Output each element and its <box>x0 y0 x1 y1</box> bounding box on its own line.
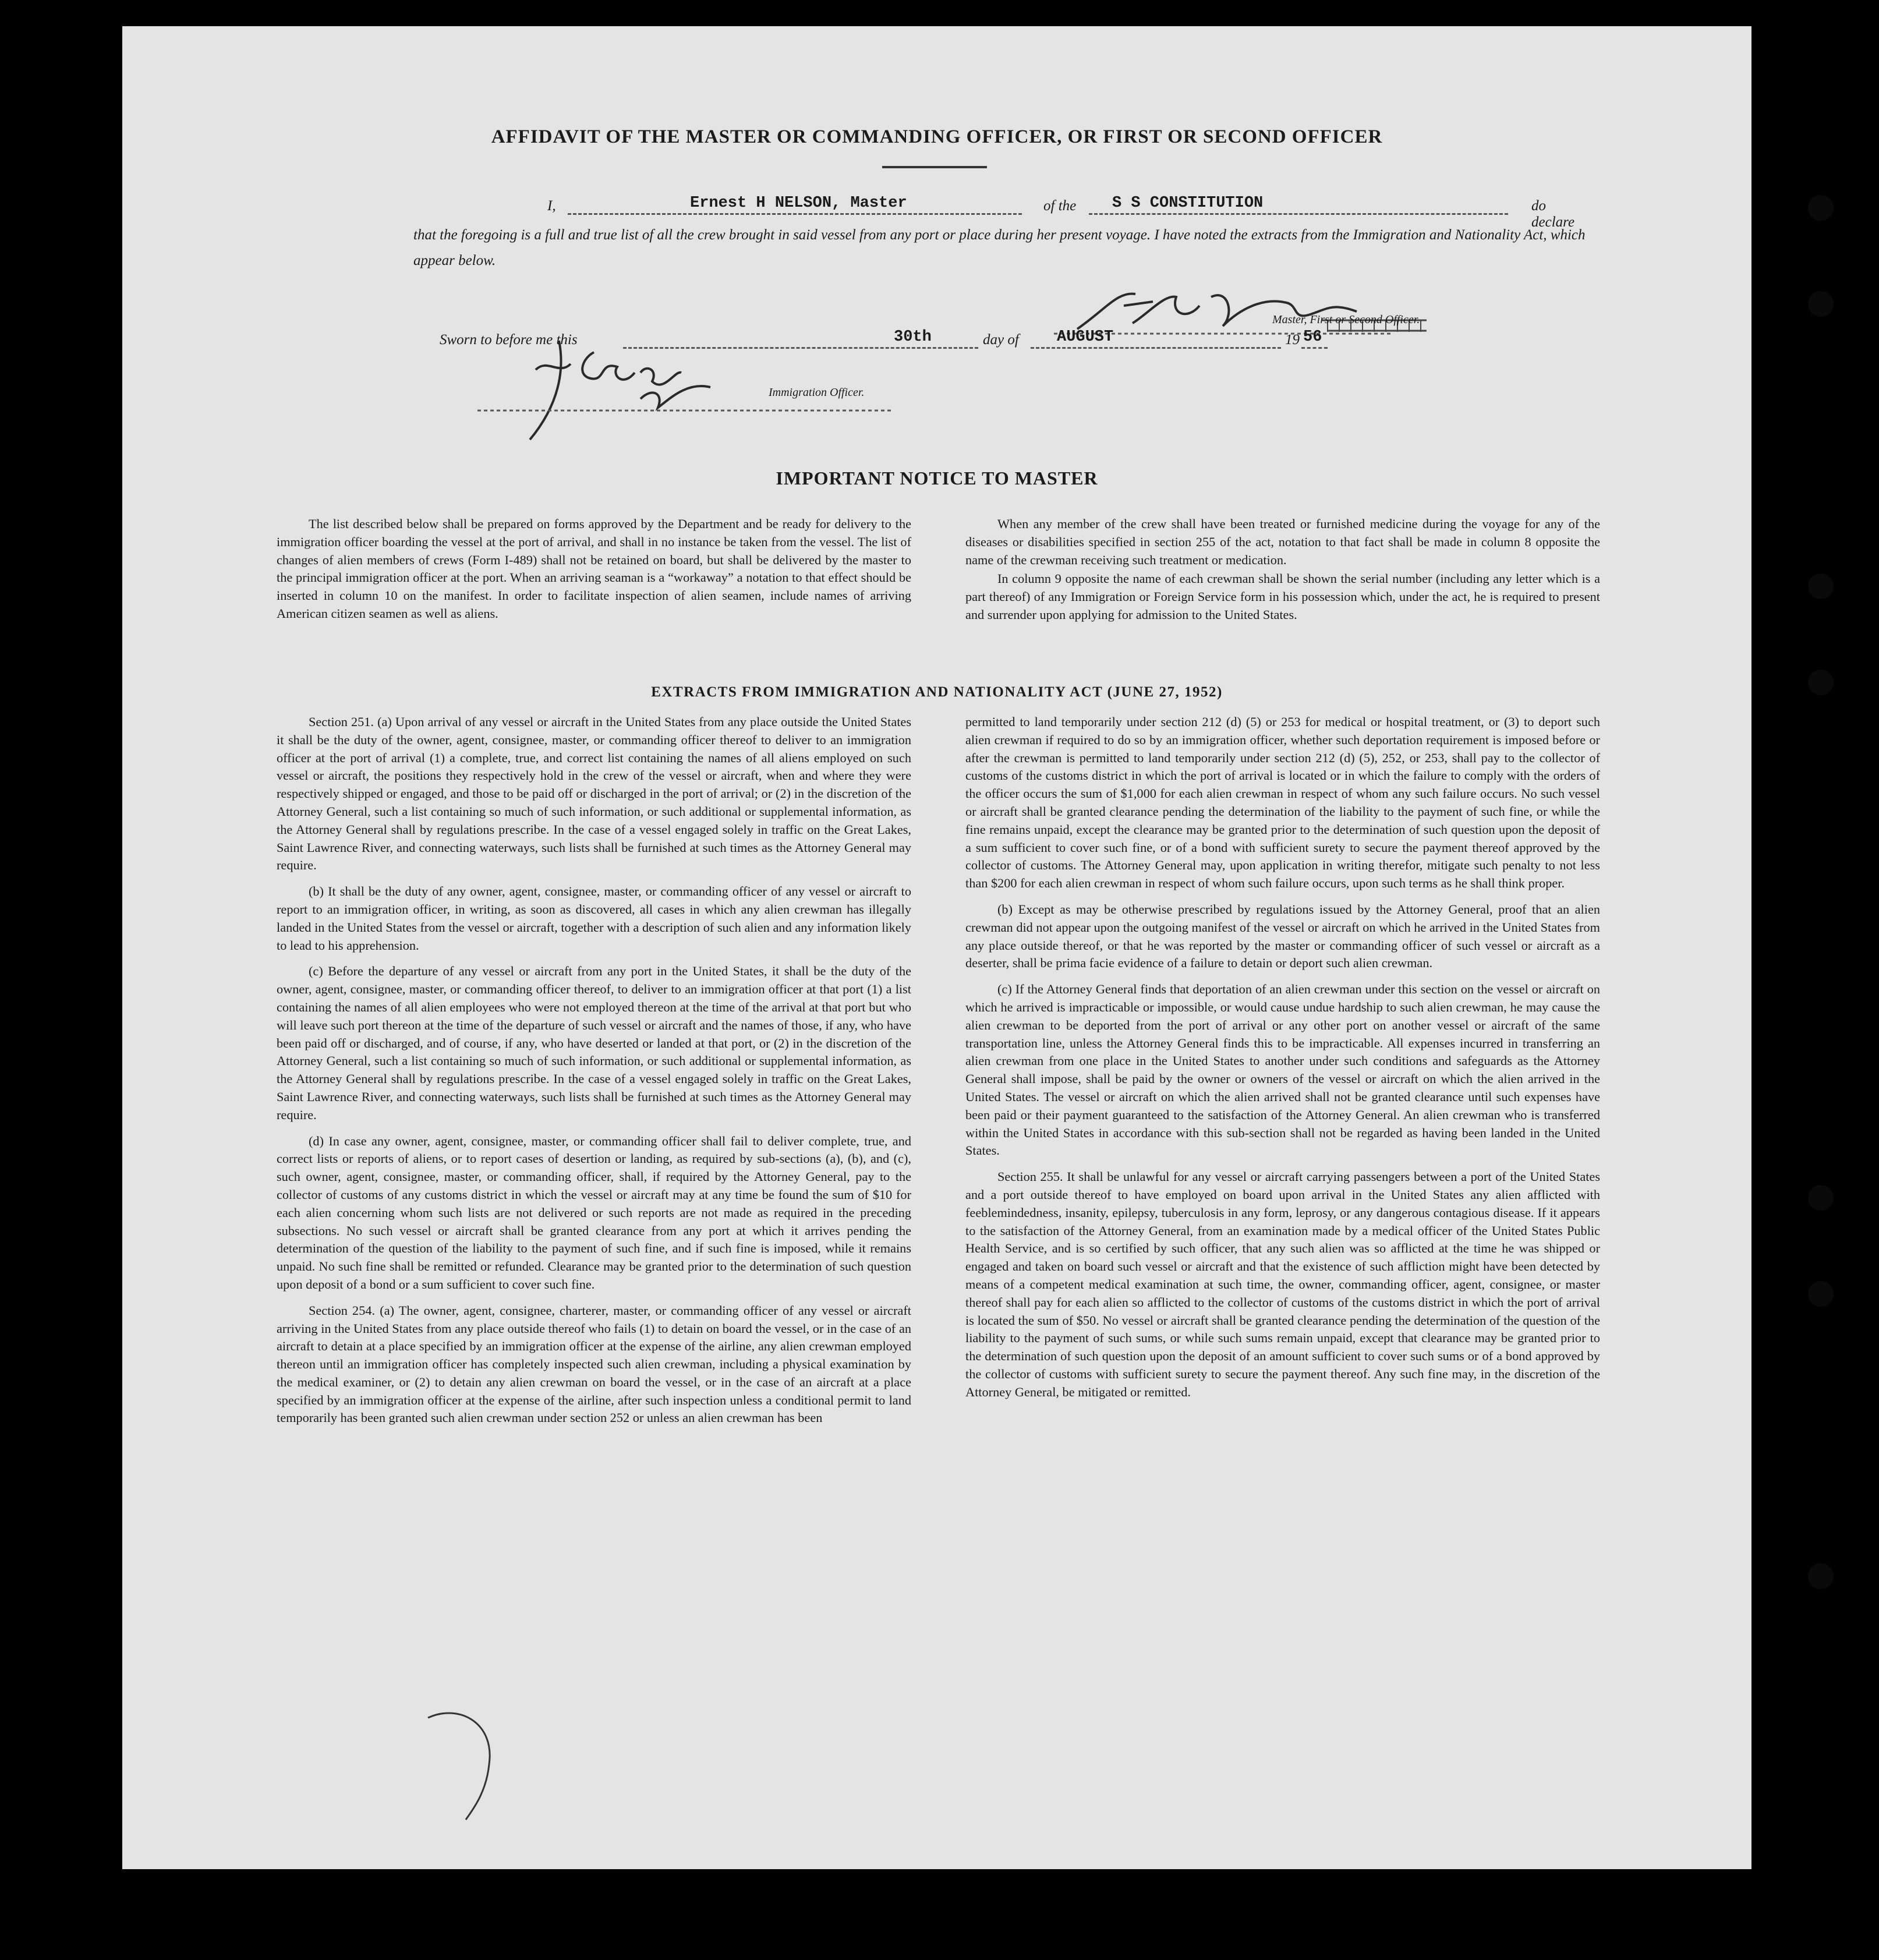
officer-caption: Immigration Officer. <box>769 386 865 399</box>
year-line <box>1301 347 1328 349</box>
notice-title: IMPORTANT NOTICE TO MASTER <box>776 468 1098 489</box>
sworn-month-field: AUGUST <box>1057 328 1114 346</box>
sworn-day-field: 30th <box>894 328 932 346</box>
notice-left-column <box>277 515 911 631</box>
day-of-label: day of <box>983 332 1019 348</box>
section-251b: (b) It shall be the duty of any owner, agent, consignee, master, or commanding officer of any vessel or aircraft to report to an immigration officer, in writing, as soon as discovered, all cases in which any alien crewman has illegally landed in the United States from the vessel or aircraft, together with a description of such alien and any information likely to lead to his apprehension. <box>277 884 911 953</box>
extracts-left-column <box>277 713 911 1435</box>
month-line <box>1031 347 1281 349</box>
punch-hole <box>1808 1563 1834 1589</box>
master-caption: Master, First or Second Officer. <box>1272 313 1420 326</box>
notice-right-column <box>965 515 1600 632</box>
name-line <box>568 213 1022 215</box>
notice-left-text: The list described below shall be prepared on forms approved by the Department and be ready for delivery to the immigration officer boarding the vessel at the port of arrival, and shall in no instance be taken from the vessel. The list of changes of alien members of crews (Form I-489) shall not be retained on board, but shall be delivered by the master to the principal immigration officer at the port. When an arriving seaman is a “workaway” a notation to that effect should be inserted in column 10 on the manifest. In order to facilitate inspection of alien seamen, include names of arriving American citizen seamen as well as aliens. <box>277 516 911 621</box>
punch-hole <box>1808 574 1834 599</box>
officer-signature <box>466 306 908 451</box>
section-254b: (b) Except as may be otherwise prescribed by regulations issued by the Attorney General, proof that an alien crewman did not appear upon the outgoing manifest of the vessel or aircraft on which he arrived in the United States from any place outside thereof, or that he was reported by the master or commanding officer of such vessel or aircraft as a deserter, shall be prima facie evidence of a failure to detain or deport such alien crewman. <box>965 901 1600 971</box>
extracts-title: EXTRACTS FROM IMMIGRATION AND NATIONALITY ACT (JUNE 27, 1952) <box>651 684 1223 700</box>
vessel-line <box>1089 213 1508 215</box>
section-251c: (c) Before the departure of any vessel or aircraft from any port in the United States, it shall be the duty of the owner, agent, consignee, master, or commanding officer thereof, to deliver to an immigration officer at that port (1) a list containing the names of all alien employees who were not employed thereon at the time of the arrival at that port but who will leave such port thereon at the time of the departure of such vessel or aircraft and the names of those, if any, who have been paid off or discharged, and of course, if any, who have deserted or landed at that port, or (2) in the discretion of the Attorney General, such a list containing so much of such information, or such additional or supplemental information, as the Attorney General shall by regulations prescribe. In the case of a vessel engaged solely in traffic on the Great Lakes, Saint Lawrence River, and connecting waterways, such lists shall be furnished at such times as the Attorney General may require. <box>277 964 911 1122</box>
section-254a: Section 254. (a) The owner, agent, consignee, charterer, master, or commanding officer of any vessel or aircraft arriving in the United States from any place outside thereof who fails (1) to detain on board the vessel, or in the case of an aircraft to detain at a place specified by an immigration officer at the expense of the airline, any alien crewman employed thereon until an immigration officer has completely inspected such alien crewman, including a physical examination by the medical examiner, or (2) to detain any alien crewman on board the vessel, or in the case of an aircraft at a place specified by an immigration officer at the expense of the airline, after such inspection unless a conditional permit to land temporarily has been granted such alien crewman under section 252 or unless an alien crewman has been <box>277 1303 911 1425</box>
of-the-label: of the <box>1043 198 1077 214</box>
section-254a-continued: permitted to land temporarily under section 212 (d) (5) or 253 for medical or hospital treatment, or (3) to deport such alien crewman if required to do so by an immigration officer, whether such deportation requirement is imposed before or after the crewman is permitted to land temporarily under section 212 (d) (5), 252, or 253, shall pay to the collector of customs of the customs district in which the port of arrival is located or in which the failure to comply with the orders of the officer occurs the sum of $1,000 for each alien crewman in respect of whom any such failure occurs. No such vessel or aircraft shall be granted clearance pending the determination of the liability to the payment of such fine, or while the fine remains unpaid, except the clearance may be granted prior to the determination of such question upon the deposit of a sum sufficient to cover such fine, or of a bond with sufficient surety to secure the payment thereof approved by the collector of customs. The Attorney General may, upon application in writing therefor, mitigate such penalty to not less than $200 for each alien crewman in respect of whom such failure occurs, upon such terms as he shall think proper. <box>965 714 1600 891</box>
punch-hole <box>1808 291 1834 317</box>
affidavit-i: I, <box>547 198 556 214</box>
punch-hole <box>1808 670 1834 695</box>
notice-right-text-2: In column 9 opposite the name of each crewman shall be shown the serial number (including any letter which is a part thereof) of any Immigration or Foreign Service form in his possession which, under the act, he is required to present and surrender upon applying for admission to the United States. <box>965 571 1600 622</box>
section-254c: (c) If the Attorney General finds that deportation of an alien crewman under this section on the vessel or aircraft on which he arrived is impracticable or impossible, or would cause undue hardship to such alien crewman, he may cause the alien crewman to be deported from the port of arrival or any other port on another vessel or aircraft of the same transportation line, unless the Attorney General finds this to be impracticable. All expenses incurred in transferring an alien crewman from one place in the United States to another under such conditions and safeguards as the Attorney General shall impose, shall be paid by the owner or owners of the vessel or aircraft on which the alien arrived in the United States. The vessel or aircraft on which the alien arrived shall not be granted clearance until such expenses have been paid or their payment guaranteed to the satisfaction of the Attorney General. An alien crewman who is transferred within the United States in accordance with this sub-section shall not be regarded as having been landed in the United States. <box>965 982 1600 1158</box>
punch-hole <box>1808 195 1834 221</box>
sworn-year-field: 56 <box>1303 328 1322 346</box>
notice-right-text-1: When any member of the crew shall have been treated or furnished medicine during the voyage for any of the diseases or disabilities specified in section 255 of the act, notation to that fact shall be made in column 8 opposite the name of the crewman receiving such treatment or medication. <box>965 516 1600 567</box>
extracts-right-column <box>965 713 1600 1409</box>
stray-pen-mark <box>425 1706 518 1823</box>
section-251d: (d) In case any owner, agent, consignee, master, or commanding officer shall fail to deliver complete, true, and correct lists or reports of aliens, or to report cases of desertion or landing, as required by sub-sections (a), (b), and (c), such owner, agent, consignee, master, or commanding officer, shall, if required by the Attorney General, pay to the collector of customs of any customs district in which the vessel or aircraft may at any time be found the sum of $10 for each alien concerning whom such lists are not delivered or such reports are not made as required in the preceding subsections. No such vessel or aircraft shall be granted clearance from any port at which it arrives pending the determination of the question of the liability to the payment of such fine, and if such fine is imposed, while it remains unpaid. No such fine shall be remitted or refunded. Clearance may be granted prior to the determination of such question upon deposit of a bond or a sum sufficient to cover such fine. <box>277 1133 911 1292</box>
vessel-name-field: S S CONSTITUTION <box>1112 194 1264 212</box>
do-declare-label: do declare <box>1531 198 1575 230</box>
affidavit-title: AFFIDAVIT OF THE MASTER OR COMMANDING OFFICER, OR FIRST OR SECOND OFFICER <box>491 126 1383 147</box>
section-251a: Section 251. (a) Upon arrival of any vessel or aircraft in the United States from any place outside the United States it shall be the duty of the owner, agent, consignee, master, or commanding officer thereof to deliver to an immigration officer at the port of arrival (1) a complete, true, and correct list containing the names of all aliens employed on such vessel or aircraft, the positions they respectively hold in the crew of the vessel or aircraft, when and where they were respectively shipped or engaged, and those to be paid off or discharged in the port of arrival; or (2) in the discretion of the Attorney General, such a list containing so much of such information, or such additional or supplemental information, as the Attorney General shall by regulations prescribe. In the case of a vessel engaged solely in traffic on the Great Lakes, Saint Lawrence River, and connecting waterways, such lists shall be furnished at such times as the Attorney General may require. <box>277 714 911 873</box>
document-page <box>122 26 1751 1869</box>
punch-hole <box>1808 1185 1834 1211</box>
affidavit-body: that the foregoing is a full and true list of all the crew brought in said vessel from any port or place during her present voyage. I have noted the extracts from the Immigration and Nationality Act, which appear below. <box>413 227 1586 268</box>
title-underline <box>882 166 987 168</box>
sworn-label: Sworn to before me this <box>440 332 578 348</box>
punch-hole <box>1808 1281 1834 1307</box>
master-name-field: Ernest H NELSON, Master <box>690 194 907 212</box>
year-prefix: 19 <box>1285 332 1300 348</box>
section-255: Section 255. It shall be unlawful for any vessel or aircraft carrying passengers between a port of the United States and a port outside thereof to have employed on board upon arrival in the United States any alien afflicted with feeblemindedness, insanity, epilepsy, tuberculosis in any form, leprosy, or any dangerous contagious disease. If it appears to the satisfaction of the Attorney General, from an examination made by a medical officer of the United States Public Health Service, and is so certified by such officer, that any such alien was so afflicted at the time he was shipped or engaged and taken on board such vessel or aircraft and that the existence of such affliction might have been detected by means of a competent medical examination at such time, the owner, commanding officer, agent, consignee, or master thereof shall pay for each alien so afflicted to the collector of customs of the customs district in which the port of arrival is located the sum of $50. No vessel or aircraft shall be granted clearance pending the determination of the question of the liability to the payment of such sums, or while such sums remain unpaid, except that clearance may be granted prior to the determination of such question upon the deposit of an amount sufficient to cover such sums or of a bond approved by the collector of customs with sufficient surety to secure the payment thereof. Any such fine may, in the discretion of the Attorney General, be mitigated or remitted. <box>965 1169 1600 1399</box>
